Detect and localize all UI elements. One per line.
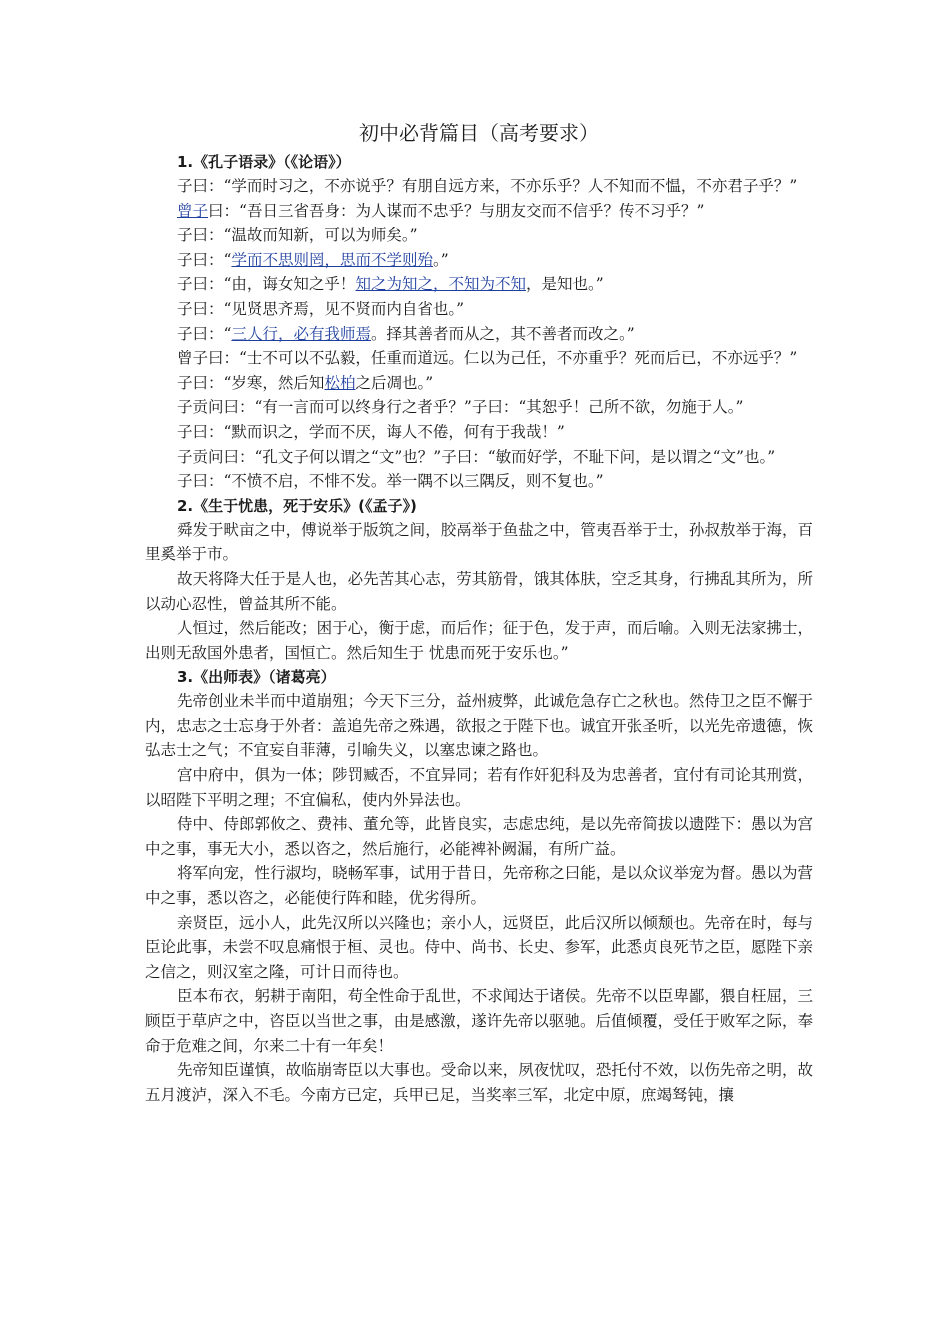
- page-title: 初中必背篇目（高考要求）: [359, 121, 599, 145]
- highlighted-phrase: 知之为知之，不知为不知: [355, 275, 526, 294]
- text-run: ，是知也。”: [525, 275, 604, 294]
- text-run: 。择其善者而从之，其不善者而改之。”: [370, 324, 635, 343]
- text-run: 子曰：“由，诲女知之乎！: [177, 275, 356, 294]
- paragraph: [145, 445, 813, 470]
- text-run: 先帝知臣谨慎，故临崩寄臣以大事也。受命以来，夙夜忧叹，恐托付不效，以伤先帝之明，故五月渡泸，深入不毛。今南方已定，兵甲已足，当奖率三军，北定中原，庶竭驽钝，攘: [145, 1061, 813, 1104]
- text-run: 子曰：“岁寒，然后知: [177, 373, 325, 392]
- paragraph: [145, 420, 813, 445]
- text-run: 。”: [432, 250, 449, 269]
- text-run: 亲贤臣，远小人，此先汉所以兴隆也；亲小人，远贤臣，此后汉所以倾颓也。先帝在时，每与臣论此事，未尝不叹息痛恨于桓、灵也。侍中、尚书、长史、参军，此悉贞良死节之臣，愿陛下亲之信之，则汉室之隆，可计日而待也。: [145, 913, 813, 981]
- paragraph: [145, 322, 813, 347]
- document-body: [145, 150, 813, 1107]
- text-run: 侍中、侍郎郭攸之、费祎、董允等，此皆良实，志虑忠纯，是以先帝简拔以遗陛下：愚以为宫中之事，事无大小，悉以咨之，然后施行，必能裨补阙漏，有所广益。: [145, 815, 813, 858]
- section-heading: 1.《孔子语录》（《论语》）: [177, 153, 351, 171]
- text-run: 子曰：“温故而知新，可以为师矣。”: [177, 226, 418, 245]
- text-run: 子曰：“默而识之，学而不厌，诲人不倦，何有于我哉！”: [177, 422, 565, 441]
- paragraph: [145, 395, 813, 420]
- paragraph: [145, 616, 813, 665]
- paragraph: [145, 812, 813, 861]
- text-run: 子曰：“学而时习之，不亦说乎？有朋自远方来，不亦乐乎？人不知而不愠，不亦君子乎？”: [177, 177, 798, 195]
- paragraph: [145, 567, 813, 616]
- text-run: 宫中府中，俱为一体；陟罚臧否，不宜异同；若有作奸犯科及为忠善者，宜付有司论其刑赏，以昭陛下平明之理；不宜偏私，使内外异法也。: [145, 766, 813, 809]
- paragraph: [145, 297, 813, 322]
- document-page: [145, 118, 813, 1107]
- paragraph: [145, 911, 813, 985]
- text-run: 先帝创业未半而中道崩殂；今天下三分，益州疲弊，此诚危急存亡之秋也。然侍卫之臣不懈于内，忠志之士忘身于外者：盖追先帝之殊遇，欲报之于陛下也。诚宜开张圣听，以光先帝遗德，恢弘志士之气；不宜妄自菲薄，引喻失义，以塞忠谏之路也。: [145, 692, 813, 760]
- paragraph: [145, 199, 813, 224]
- paragraph: [145, 174, 813, 199]
- section-heading: 2.《生于忧患，死于安乐》(《孟子》): [177, 496, 417, 515]
- section-heading: 3.《出师表》（诸葛亮）: [177, 668, 336, 687]
- text-run: 曾子曰：“士不可以不弘毅，任重而道远。仁以为己任，不亦重乎？死而后已，不亦远乎？”: [177, 349, 798, 368]
- highlighted-phrase: 学而不思则罔，思而不学则殆: [231, 250, 433, 269]
- paragraph: [145, 984, 813, 1058]
- paragraph: [145, 763, 813, 812]
- paragraph: [145, 469, 813, 494]
- text-run: 子曰：“见贤思齐焉，见不贤而内自省也。”: [177, 299, 465, 318]
- paragraph: [145, 861, 813, 910]
- text-run: 子曰：“: [177, 250, 232, 269]
- paragraph: [145, 223, 813, 248]
- paragraph: [145, 371, 813, 396]
- highlighted-phrase: 曾子: [177, 201, 209, 220]
- text-run: 曰：“吾日三省吾身：为人谋而不忠乎？与朋友交而不信乎？传不习乎？”: [208, 201, 705, 220]
- text-run: 子曰：“: [177, 324, 232, 343]
- text-run: 故天将降大任于是人也，必先苦其心志，劳其筋骨，饿其体肤，空乏其身，行拂乱其所为，所以动心忍性，曾益其所不能。: [145, 569, 813, 613]
- paragraph: [145, 346, 813, 371]
- paragraph: [145, 248, 813, 273]
- text-run: 臣本布衣，躬耕于南阳，苟全性命于乱世，不求闻达于诸侯。先帝不以臣卑鄙，猥自枉屈，三顾臣于草庐之中，咨臣以当世之事，由是感激，遂许先帝以驱驰。后值倾覆，受任于败军之际，奉命于危难之间，尔来二十有一年矣！: [145, 987, 813, 1055]
- text-run: 之后凋也。”: [355, 373, 434, 392]
- text-run: 舜发于畎亩之中，傅说举于版筑之间，胶鬲举于鱼盐之中，管夷吾举于士，孙叔敖举于海，百里奚举于市。: [145, 520, 813, 564]
- paragraph: [145, 1058, 813, 1107]
- paragraph: [145, 689, 813, 763]
- highlighted-phrase: 三人行，必有我师焉: [231, 324, 371, 343]
- text-run: 子贡问曰：“孔文子何以谓之“文”也？”子曰：“敏而好学，不耻下问，是以谓之“文”也。”: [177, 447, 776, 466]
- highlighted-phrase: 松柏: [324, 373, 356, 392]
- text-run: 子曰：“不愤不启，不悱不发。举一隅不以三隅反，则不复也。”: [177, 472, 604, 491]
- paragraph: [145, 518, 813, 567]
- text-run: 将军向宠，性行淑均，晓畅军事，试用于昔日，先帝称之曰能，是以众议举宠为督。愚以为营中之事，悉以咨之，必能使行阵和睦，优劣得所。: [145, 864, 813, 908]
- text-run: 人恒过，然后能改；困于心，衡于虑，而后作；征于色，发于声，而后喻。入则无法家拂士，出则无敌国外患者，国恒亡。然后知生于 忧患而死于安乐也。”: [145, 619, 813, 662]
- text-run: 子贡问曰：“有一言而可以终身行之者乎？”子曰：“其恕乎！己所不欲，勿施于人。”: [177, 398, 744, 417]
- paragraph: [145, 272, 813, 297]
